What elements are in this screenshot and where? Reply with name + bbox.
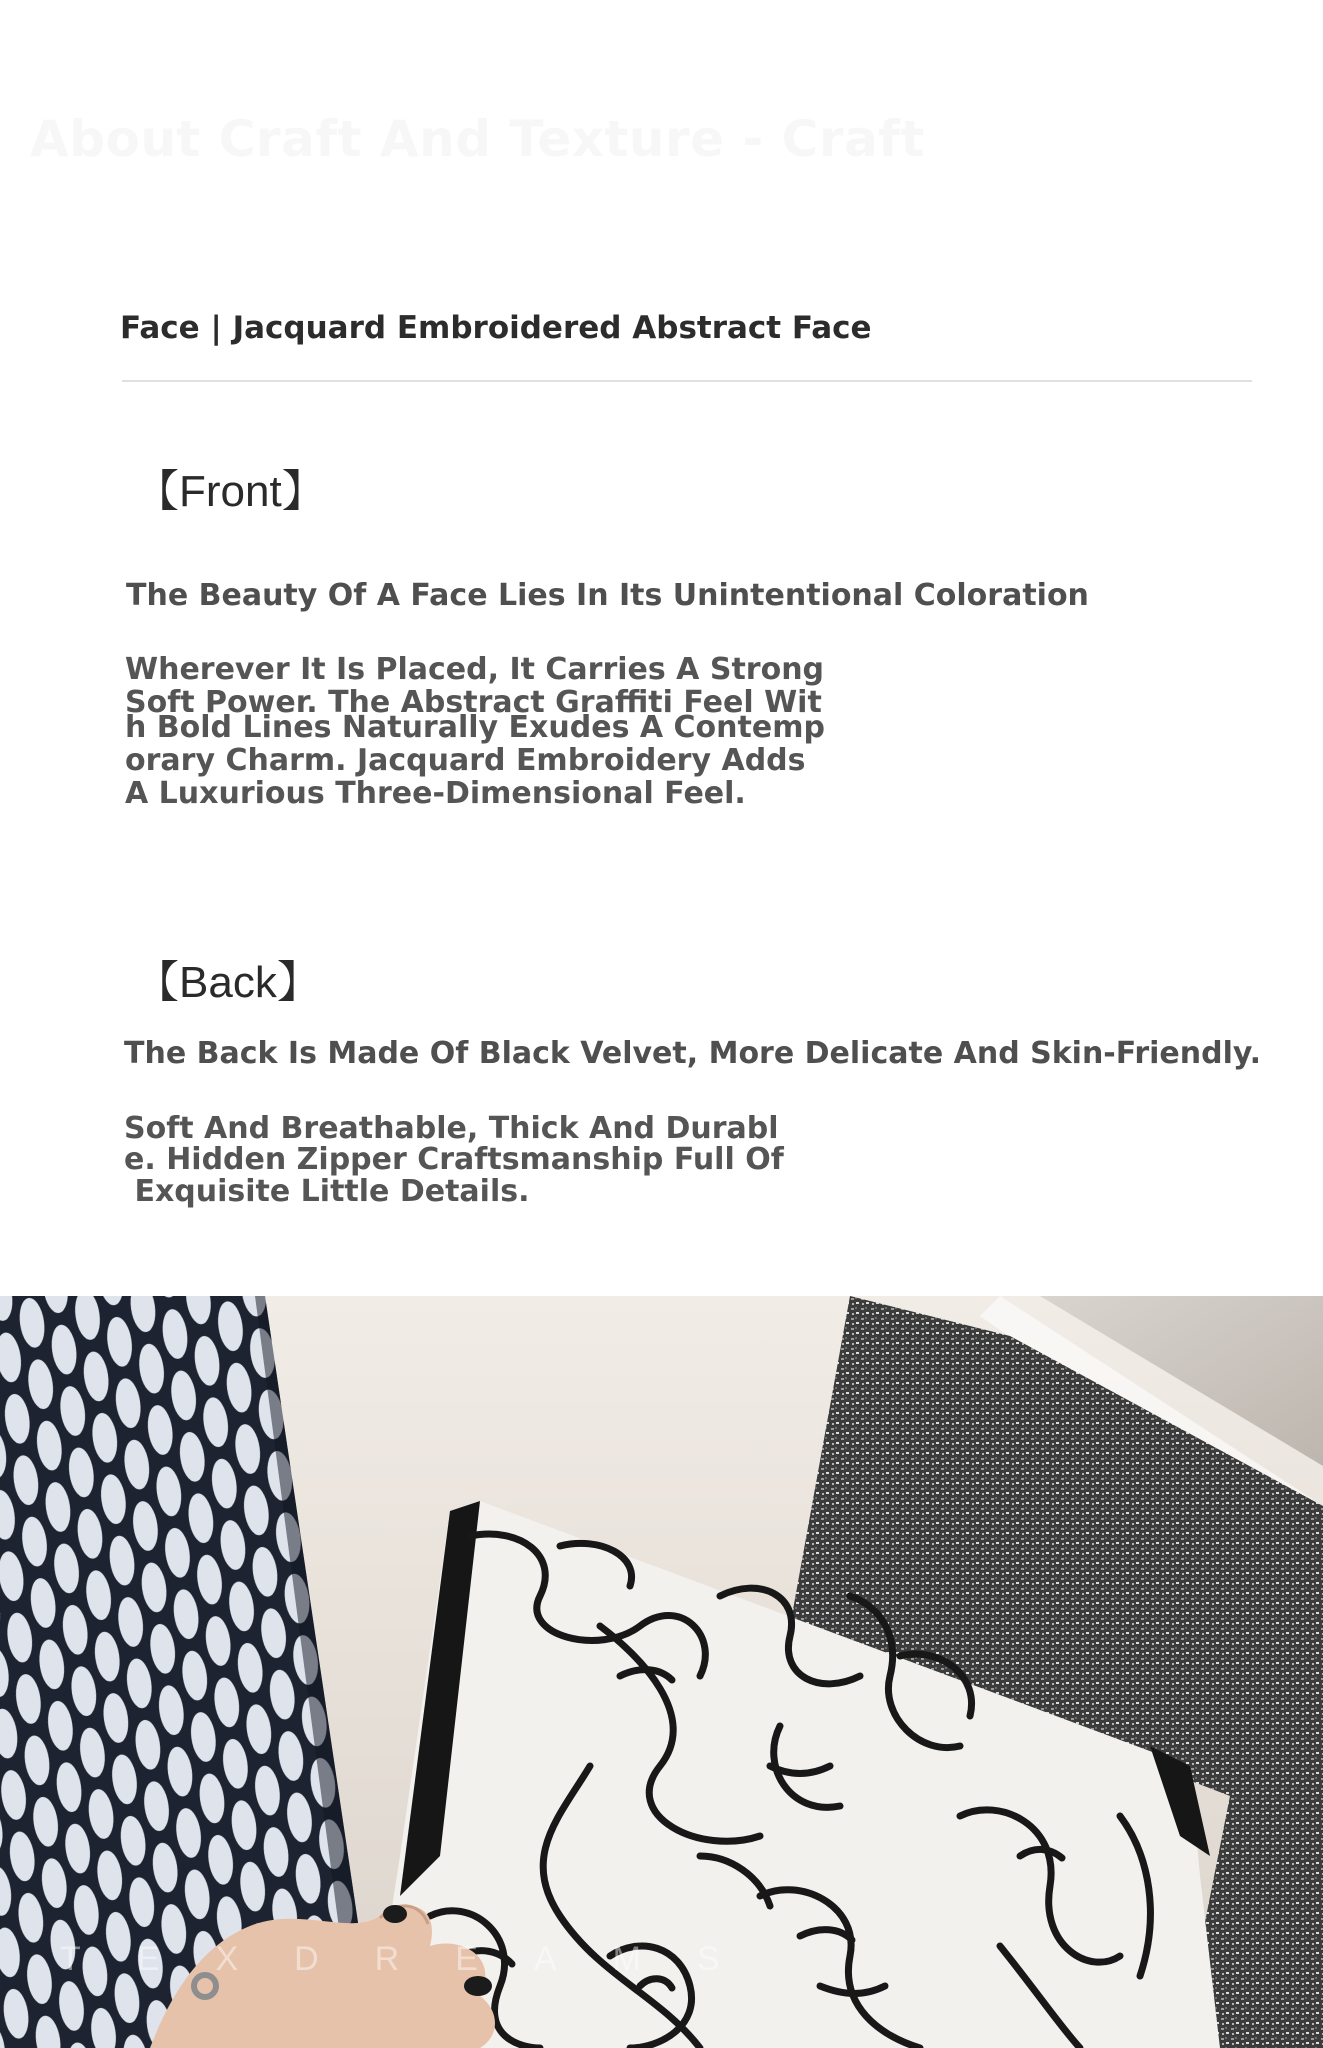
- section-label-front: 【Front】: [135, 467, 326, 516]
- back-line-3: Exquisite Little Details.: [124, 1174, 530, 1209]
- front-heading: The Beauty Of A Face Lies In Its Unintentional Coloration: [126, 578, 1089, 613]
- brand-watermark: TEXDREAMS: [60, 1940, 776, 1978]
- front-line-4: orary Charm. Jacquard Embroidery Adds: [125, 743, 806, 778]
- page-title: About Craft And Texture - Craft: [30, 110, 925, 168]
- product-photo: [0, 1296, 1323, 2048]
- back-line-1: Soft And Breathable, Thick And Durabl: [124, 1111, 779, 1146]
- front-line-5: A Luxurious Three-Dimensional Feel.: [125, 776, 746, 811]
- back-heading: The Back Is Made Of Black Velvet, More Delicate And Skin-Friendly.: [124, 1036, 1262, 1071]
- section-label-back: 【Back】: [135, 958, 321, 1007]
- front-line-1: Wherever It Is Placed, It Carries A Strong: [125, 652, 825, 687]
- product-subtitle: Face | Jacquard Embroidered Abstract Face: [120, 310, 872, 346]
- front-line-2: Soft Power. The Abstract Graffiti Feel Wit: [125, 685, 822, 720]
- back-line-2: e. Hidden Zipper Craftsmanship Full Of: [124, 1142, 784, 1177]
- front-line-3: h Bold Lines Naturally Exudes A Contemp: [125, 710, 825, 745]
- divider: [122, 380, 1252, 382]
